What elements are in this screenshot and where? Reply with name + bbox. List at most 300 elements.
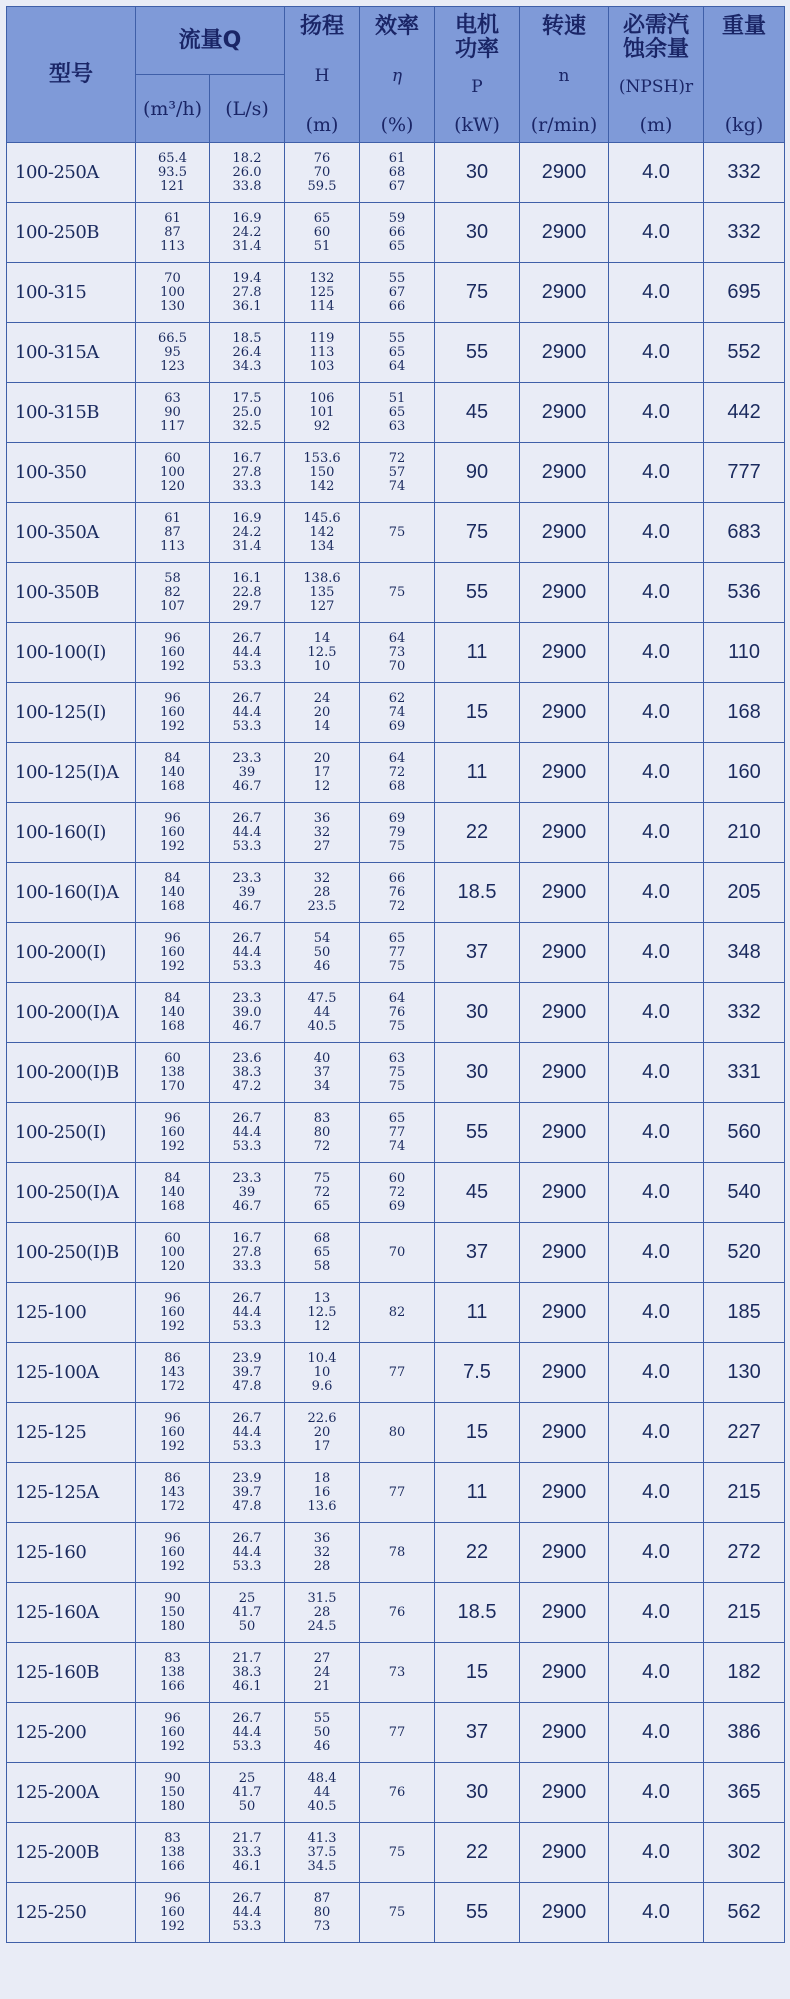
header-flow-m3h-unit: (m³/h): [142, 97, 203, 120]
speed-cell: 2900: [520, 323, 609, 383]
head-cell: [285, 1763, 360, 1823]
header-flow-m3h: [136, 75, 210, 143]
table-row: [7, 923, 785, 983]
flow-m3h-cell-value: 58: [164, 570, 181, 586]
efficiency-cell: [360, 443, 435, 503]
head-cell: [285, 1643, 360, 1703]
efficiency-cell-value: 76: [388, 1605, 406, 1620]
flow-m3h-cell-value: 140: [160, 884, 185, 900]
flow-m3h-cell-value: 160: [160, 944, 185, 960]
speed-cell: 2900: [520, 683, 609, 743]
npsh-cell: 4.0: [609, 1223, 704, 1283]
power-cell: 11: [435, 743, 520, 803]
flow-m3h-cell-value: 100: [160, 464, 185, 480]
flow-ls-cell-value: 18.2: [232, 150, 262, 166]
flow-ls-cell-value: 39.0: [232, 1004, 262, 1020]
flow-m3h-cell-value: 87: [164, 224, 181, 240]
flow-ls-cell-value: 26.7: [232, 690, 262, 706]
flow-m3h-cell-value: 70: [164, 270, 181, 286]
head-cell: [285, 143, 360, 203]
head-cell-value: 37.5: [307, 1844, 337, 1860]
flow-ls-cell: [210, 1703, 285, 1763]
efficiency-cell: [360, 563, 435, 623]
flow-ls-cell-value: 46.7: [232, 1018, 262, 1034]
head-cell-value: 17: [313, 764, 331, 780]
flow-m3h-cell: [136, 1403, 210, 1463]
flow-m3h-cell-value: 96: [164, 930, 181, 946]
efficiency-cell-value: 65: [388, 344, 406, 360]
speed-cell: 2900: [520, 743, 609, 803]
flow-m3h-cell-value: 63: [164, 390, 181, 406]
flow-ls-cell: [210, 383, 285, 443]
flow-ls-cell-value: 29.7: [232, 598, 262, 614]
flow-m3h-cell: [136, 923, 210, 983]
speed-cell: 2900: [520, 923, 609, 983]
table-row: [7, 803, 785, 863]
flow-m3h-cell-value: 192: [160, 1558, 185, 1574]
head-cell-value: 65: [313, 210, 331, 226]
flow-ls-cell-value: 22.8: [232, 584, 262, 600]
table-row: [7, 1823, 785, 1883]
head-cell-value: 55: [313, 1710, 331, 1726]
flow-ls-cell-value: 16.7: [232, 1230, 262, 1246]
flow-ls-cell-value: 53.3: [232, 958, 262, 974]
flow-ls-cell-value: 53.3: [232, 1318, 262, 1334]
flow-m3h-cell-value: 192: [160, 1738, 185, 1754]
efficiency-cell: [360, 1643, 435, 1703]
head-cell-value: 12: [313, 1318, 331, 1334]
efficiency-cell-value: 73: [388, 1665, 406, 1680]
flow-m3h-cell-value: 84: [164, 1170, 181, 1186]
head-cell: [285, 1103, 360, 1163]
head-cell-value: 119: [309, 330, 335, 346]
efficiency-cell-value: 55: [388, 270, 406, 286]
efficiency-cell-value: 72: [388, 764, 406, 780]
efficiency-cell: [360, 1343, 435, 1403]
flow-m3h-cell: [136, 383, 210, 443]
speed-cell: 2900: [520, 863, 609, 923]
efficiency-cell-value: 79: [388, 824, 406, 840]
npsh-cell: 4.0: [609, 563, 704, 623]
head-cell: [285, 863, 360, 923]
head-cell-value: 106: [309, 390, 335, 406]
flow-ls-cell-value: 44.4: [232, 944, 262, 960]
head-cell-value: 150: [309, 464, 335, 480]
head-cell-value: 46: [313, 958, 331, 974]
efficiency-cell-value: 62: [388, 690, 406, 706]
flow-ls-cell: [210, 1163, 285, 1223]
flow-ls-cell-value: 33.3: [232, 1844, 262, 1860]
efficiency-cell: [360, 1463, 435, 1523]
power-cell: 18.5: [435, 1583, 520, 1643]
head-cell: [285, 1403, 360, 1463]
flow-m3h-cell-value: 168: [160, 1018, 185, 1034]
flow-ls-cell-value: 26.7: [232, 1290, 262, 1306]
header-efficiency-unit: (%): [380, 113, 414, 136]
npsh-cell: 4.0: [609, 203, 704, 263]
flow-m3h-cell: [136, 1463, 210, 1523]
npsh-cell: 4.0: [609, 1583, 704, 1643]
head-cell-value: 87: [313, 1890, 331, 1906]
efficiency-cell: [360, 1703, 435, 1763]
power-cell: 37: [435, 923, 520, 983]
speed-cell: 2900: [520, 1343, 609, 1403]
power-cell: 45: [435, 1163, 520, 1223]
efficiency-cell-value: 55: [388, 330, 406, 346]
flow-m3h-cell-value: 60: [164, 1230, 181, 1246]
head-cell-value: 47.5: [307, 990, 337, 1006]
head-cell-value: 23.5: [307, 898, 337, 914]
flow-m3h-cell-value: 130: [160, 298, 185, 314]
flow-ls-cell: [210, 1463, 285, 1523]
head-cell-value: 75: [313, 1170, 331, 1186]
speed-cell: 2900: [520, 1523, 609, 1583]
npsh-cell: 4.0: [609, 1823, 704, 1883]
table-row: [7, 623, 785, 683]
flow-m3h-cell-value: 96: [164, 1890, 181, 1906]
efficiency-cell-value: 63: [388, 1050, 406, 1066]
flow-ls-cell-value: 33.3: [232, 1258, 262, 1274]
table-body: [7, 143, 785, 1943]
weight-cell: 185: [704, 1283, 785, 1343]
efficiency-cell: [360, 503, 435, 563]
speed-cell: 2900: [520, 1103, 609, 1163]
head-cell-value: 134: [309, 538, 335, 554]
flow-ls-cell-value: 26.7: [232, 810, 262, 826]
flow-m3h-cell-value: 160: [160, 1724, 185, 1740]
flow-m3h-cell-value: 84: [164, 990, 181, 1006]
flow-ls-cell-value: 53.3: [232, 1438, 262, 1454]
efficiency-cell: [360, 1823, 435, 1883]
head-cell-value: 59.5: [307, 178, 337, 194]
npsh-cell: 4.0: [609, 143, 704, 203]
flow-ls-cell: [210, 1043, 285, 1103]
head-cell-value: 24: [313, 1664, 331, 1680]
flow-m3h-cell: [136, 983, 210, 1043]
head-cell-value: 83: [313, 1110, 331, 1126]
flow-m3h-cell-value: 166: [160, 1858, 185, 1874]
flow-m3h-cell-value: 96: [164, 810, 181, 826]
model-cell: 100-160(I)A: [7, 863, 136, 923]
flow-m3h-cell-value: 96: [164, 630, 181, 646]
weight-cell: 210: [704, 803, 785, 863]
npsh-cell: 4.0: [609, 1283, 704, 1343]
speed-cell: 2900: [520, 443, 609, 503]
flow-m3h-cell: [136, 503, 210, 563]
efficiency-cell: [360, 1583, 435, 1643]
head-cell-value: 48.4: [307, 1770, 337, 1786]
speed-cell: 2900: [520, 1223, 609, 1283]
power-cell: 11: [435, 1283, 520, 1343]
flow-m3h-cell: [136, 1163, 210, 1223]
header-head-label: 扬程: [300, 13, 345, 39]
flow-ls-cell-value: 44.4: [232, 1304, 262, 1320]
flow-ls-cell-value: 31.4: [232, 238, 262, 254]
efficiency-cell: [360, 383, 435, 443]
head-cell: [285, 1703, 360, 1763]
model-cell: 100-200(I)B: [7, 1043, 136, 1103]
head-cell-value: 51: [313, 238, 331, 254]
head-cell-value: 14: [313, 718, 331, 734]
power-cell: 30: [435, 1043, 520, 1103]
head-cell: [285, 683, 360, 743]
header-head-symbol: H: [314, 66, 330, 86]
head-cell-value: 114: [309, 298, 335, 314]
table-row: [7, 1763, 785, 1823]
flow-ls-cell-value: 47.8: [232, 1498, 262, 1514]
flow-ls-cell-value: 23.3: [232, 870, 262, 886]
flow-ls-cell-value: 26.7: [232, 1890, 262, 1906]
head-cell-value: 60: [313, 224, 331, 240]
efficiency-cell-value: 76: [388, 1004, 406, 1020]
head-cell-value: 72: [313, 1184, 331, 1200]
head-cell-value: 70: [313, 164, 331, 180]
flow-m3h-cell-value: 60: [164, 450, 181, 466]
weight-cell: 332: [704, 143, 785, 203]
flow-m3h-cell: [136, 203, 210, 263]
table-row: [7, 323, 785, 383]
flow-m3h-cell: [136, 863, 210, 923]
npsh-cell: 4.0: [609, 983, 704, 1043]
efficiency-cell: [360, 863, 435, 923]
head-cell-value: 24.5: [307, 1618, 337, 1634]
speed-cell: 2900: [520, 1043, 609, 1103]
efficiency-cell: [360, 803, 435, 863]
head-cell-value: 36: [313, 810, 331, 826]
head-cell-value: 153.6: [303, 450, 341, 466]
efficiency-cell-value: 64: [388, 630, 406, 646]
flow-ls-cell-value: 23.3: [232, 750, 262, 766]
flow-ls-cell-value: 53.3: [232, 1918, 262, 1934]
flow-ls-cell-value: 53.3: [232, 1738, 262, 1754]
head-cell: [285, 323, 360, 383]
head-cell-value: 73: [313, 1918, 331, 1934]
weight-cell: 386: [704, 1703, 785, 1763]
weight-cell: 540: [704, 1163, 785, 1223]
head-cell-value: 10: [313, 658, 331, 674]
flow-ls-cell: [210, 1883, 285, 1943]
flow-ls-cell: [210, 1283, 285, 1343]
efficiency-cell-value: 63: [388, 418, 406, 434]
npsh-cell: 4.0: [609, 1763, 704, 1823]
head-cell-value: 46: [313, 1738, 331, 1754]
model-cell: 100-100(I): [7, 623, 136, 683]
power-cell: 55: [435, 563, 520, 623]
head-cell: [285, 1283, 360, 1343]
head-cell-value: 18: [313, 1470, 331, 1486]
power-cell: 15: [435, 683, 520, 743]
flow-m3h-cell: [136, 443, 210, 503]
flow-m3h-cell-value: 61: [164, 210, 181, 226]
speed-cell: 2900: [520, 1823, 609, 1883]
flow-ls-cell-value: 33.3: [232, 478, 262, 494]
head-cell-value: 80: [313, 1124, 331, 1140]
table-row: [7, 1643, 785, 1703]
flow-m3h-cell: [136, 323, 210, 383]
speed-cell: 2900: [520, 623, 609, 683]
head-cell-value: 103: [309, 358, 335, 374]
flow-m3h-cell-value: 160: [160, 824, 185, 840]
npsh-cell: 4.0: [609, 1103, 704, 1163]
flow-m3h-cell-value: 192: [160, 1438, 185, 1454]
head-cell-value: 34.5: [307, 1858, 337, 1874]
model-cell: 125-100: [7, 1283, 136, 1343]
flow-ls-cell-value: 26.7: [232, 1710, 262, 1726]
efficiency-cell: [360, 623, 435, 683]
head-cell-value: 22.6: [307, 1410, 337, 1426]
flow-m3h-cell-value: 65.4: [158, 150, 187, 166]
weight-cell: 683: [704, 503, 785, 563]
header-weight: [704, 7, 785, 143]
model-cell: 125-200B: [7, 1823, 136, 1883]
flow-ls-cell-value: 44.4: [232, 824, 262, 840]
head-cell-value: 20: [313, 750, 331, 766]
head-cell-value: 20: [313, 1424, 331, 1440]
flow-m3h-cell-value: 66.5: [158, 330, 187, 346]
head-cell-value: 9.6: [311, 1378, 333, 1394]
flow-m3h-cell-value: 192: [160, 838, 185, 854]
flow-m3h-cell-value: 123: [160, 358, 185, 374]
efficiency-cell-value: 67: [388, 178, 406, 194]
efficiency-cell-value: 66: [388, 224, 406, 240]
flow-ls-cell-value: 44.4: [232, 1904, 262, 1920]
weight-cell: 365: [704, 1763, 785, 1823]
efficiency-cell-value: 75: [388, 585, 406, 600]
efficiency-cell-value: 51: [388, 390, 406, 406]
efficiency-cell-value: 77: [388, 1365, 406, 1380]
npsh-cell: 4.0: [609, 1463, 704, 1523]
table-row: [7, 1283, 785, 1343]
weight-cell: 272: [704, 1523, 785, 1583]
flow-m3h-cell: [136, 563, 210, 623]
flow-m3h-cell: [136, 1643, 210, 1703]
flow-ls-cell-value: 44.4: [232, 1124, 262, 1140]
flow-m3h-cell: [136, 1103, 210, 1163]
flow-m3h-cell: [136, 803, 210, 863]
flow-m3h-cell-value: 86: [164, 1350, 181, 1366]
header-power-symbol: P: [471, 77, 483, 97]
flow-ls-cell-value: 44.4: [232, 644, 262, 660]
flow-m3h-cell-value: 160: [160, 1304, 185, 1320]
flow-m3h-cell-value: 107: [160, 598, 185, 614]
head-cell-value: 92: [313, 418, 331, 434]
flow-ls-cell-value: 27.8: [232, 284, 262, 300]
model-cell: 100-315: [7, 263, 136, 323]
flow-m3h-cell-value: 120: [160, 478, 185, 494]
flow-ls-cell-value: 47.8: [232, 1378, 262, 1394]
flow-ls-cell-value: 26.4: [232, 344, 262, 360]
efficiency-cell: [360, 263, 435, 323]
header-npsh-unit: (m): [639, 113, 673, 136]
flow-m3h-cell-value: 180: [160, 1618, 185, 1634]
head-cell-value: 28: [313, 1558, 331, 1574]
flow-m3h-cell-value: 170: [160, 1078, 185, 1094]
flow-m3h-cell-value: 93.5: [158, 164, 187, 180]
head-cell-value: 27: [313, 838, 331, 854]
weight-cell: 552: [704, 323, 785, 383]
flow-ls-cell-value: 27.8: [232, 1244, 262, 1260]
model-cell: 100-250A: [7, 143, 136, 203]
efficiency-cell-value: 82: [388, 1305, 406, 1320]
flow-ls-cell-value: 50: [238, 1798, 256, 1814]
power-cell: 11: [435, 1463, 520, 1523]
model-cell: 100-315A: [7, 323, 136, 383]
efficiency-cell-value: 74: [388, 1138, 406, 1154]
flow-ls-cell: [210, 1103, 285, 1163]
table-row: [7, 563, 785, 623]
flow-ls-cell-value: 26.7: [232, 630, 262, 646]
head-cell: [285, 563, 360, 623]
flow-m3h-cell-value: 60: [164, 1050, 181, 1066]
efficiency-cell-value: 76: [388, 884, 406, 900]
head-cell-value: 34: [313, 1078, 331, 1094]
head-cell-value: 40.5: [307, 1798, 337, 1814]
flow-m3h-cell-value: 140: [160, 1184, 185, 1200]
table-row: [7, 203, 785, 263]
weight-cell: 215: [704, 1463, 785, 1523]
table-row: [7, 1523, 785, 1583]
header-speed-label: 转速: [542, 13, 587, 39]
flow-m3h-cell-value: 113: [160, 238, 185, 254]
table-row: [7, 443, 785, 503]
head-cell: [285, 1883, 360, 1943]
flow-ls-cell-value: 33.8: [232, 178, 262, 194]
weight-cell: 160: [704, 743, 785, 803]
head-cell-value: 12.5: [307, 644, 337, 660]
speed-cell: 2900: [520, 143, 609, 203]
efficiency-cell-value: 64: [388, 358, 406, 374]
head-cell: [285, 1043, 360, 1103]
model-cell: 100-350: [7, 443, 136, 503]
efficiency-cell-value: 80: [388, 1425, 406, 1440]
flow-m3h-cell-value: 172: [160, 1498, 185, 1514]
flow-m3h-cell: [136, 1283, 210, 1343]
flow-m3h-cell-value: 192: [160, 658, 185, 674]
power-cell: 75: [435, 263, 520, 323]
speed-cell: 2900: [520, 803, 609, 863]
flow-ls-cell: [210, 683, 285, 743]
head-cell-value: 28: [313, 1604, 331, 1620]
table-row: [7, 1403, 785, 1463]
efficiency-cell-value: 69: [388, 1198, 406, 1214]
efficiency-cell: [360, 1763, 435, 1823]
head-cell-value: 65: [313, 1244, 331, 1260]
power-cell: 37: [435, 1223, 520, 1283]
efficiency-cell: [360, 323, 435, 383]
weight-cell: 520: [704, 1223, 785, 1283]
table-row: [7, 683, 785, 743]
efficiency-cell-value: 70: [388, 1245, 406, 1260]
efficiency-cell-value: 76: [388, 1785, 406, 1800]
table-header: [7, 7, 785, 143]
table-row: [7, 1343, 785, 1403]
head-cell: [285, 1823, 360, 1883]
head-cell-value: 65: [313, 1198, 331, 1214]
npsh-cell: 4.0: [609, 1523, 704, 1583]
model-cell: 125-160: [7, 1523, 136, 1583]
flow-m3h-cell-value: 192: [160, 1138, 185, 1154]
flow-ls-cell-value: 31.4: [232, 538, 262, 554]
flow-m3h-cell-value: 192: [160, 1918, 185, 1934]
power-cell: 22: [435, 1823, 520, 1883]
model-cell: 100-125(I)A: [7, 743, 136, 803]
flow-m3h-cell: [136, 743, 210, 803]
model-cell: 125-200: [7, 1703, 136, 1763]
flow-ls-cell: [210, 803, 285, 863]
head-cell-value: 101: [309, 404, 335, 420]
head-cell-value: 68: [313, 1230, 331, 1246]
head-cell-value: 132: [309, 270, 335, 286]
